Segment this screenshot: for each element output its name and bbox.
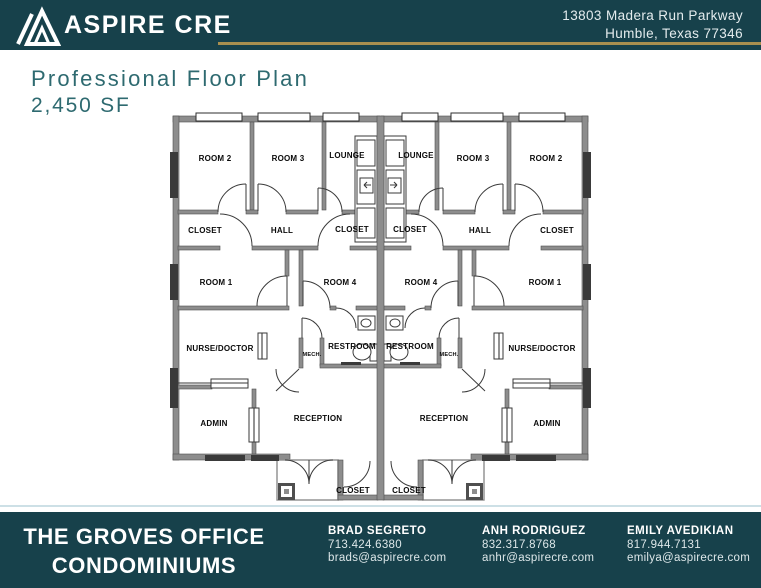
contact-name: BRAD SEGRETO	[328, 525, 427, 537]
page-title: Professional Floor Plan	[31, 66, 310, 91]
room-label: ROOM 1	[199, 278, 233, 287]
contact-card	[328, 525, 446, 566]
room-label: ROOM 4	[404, 278, 438, 287]
footer-separator	[0, 505, 761, 507]
room-label: CLOSET	[393, 225, 427, 234]
room-label: CLOSET	[392, 486, 426, 495]
room-label: ROOM 2	[198, 154, 232, 163]
square-footage: 2,450 SF	[31, 94, 131, 117]
room-label: RECEPTION	[293, 414, 343, 423]
room-label: HALL	[468, 226, 492, 235]
room-label: LOUNGE	[398, 151, 434, 160]
footer-bar	[0, 512, 761, 588]
room-label: HALL	[270, 226, 294, 235]
room-label: CLOSET	[540, 226, 574, 235]
contact-name: ANH RODRIGUEZ	[482, 525, 586, 537]
building-name-line1: THE GROVES OFFICE	[23, 524, 265, 549]
room-label: RECEPTION	[419, 414, 469, 423]
unit-right	[381, 113, 591, 500]
contact-card	[627, 525, 750, 566]
room-label: ROOM 3	[456, 154, 490, 163]
room-label: ROOM 2	[529, 154, 563, 163]
room-label: ROOM 3	[271, 154, 305, 163]
contact-name: EMILY AVEDIKIAN	[627, 525, 734, 537]
room-label: CLOSET	[188, 226, 222, 235]
contact-email: anhr@aspirecre.com	[482, 552, 595, 564]
room-label: LOUNGE	[329, 151, 365, 160]
room-label: CLOSET	[335, 225, 369, 234]
room-label: ROOM 4	[323, 278, 357, 287]
address-line2: Humble, Texas 77346	[605, 26, 743, 41]
building-name	[18, 522, 270, 580]
room-label: ADMIN	[200, 419, 228, 428]
contact-phone: 832.317.8768	[482, 538, 556, 551]
building-name-line2: CONDOMINIUMS	[51, 553, 237, 578]
room-label: RESTROOM	[386, 342, 434, 351]
contact-phone: 713.424.6380	[328, 538, 402, 551]
address-line1: 13803 Madera Run Parkway	[562, 8, 743, 23]
contact-card	[482, 525, 594, 566]
contact-phone: 817.944.7131	[627, 538, 701, 551]
room-label: MECH.	[302, 352, 322, 358]
brand-name: ASPIRE CRE	[64, 11, 232, 39]
room-label: ROOM 1	[528, 278, 562, 287]
room-label: CLOSET	[336, 486, 370, 495]
center-wall	[377, 116, 384, 500]
unit-left	[170, 113, 380, 500]
contact-email: brads@aspirecre.com	[328, 552, 447, 564]
room-label: RESTROOM	[328, 342, 376, 351]
room-label: ADMIN	[533, 419, 561, 428]
room-label: NURSE/DOCTOR	[186, 344, 254, 353]
room-label: MECH.	[439, 352, 459, 358]
contact-email: emilya@aspirecre.com	[627, 552, 751, 564]
room-label: NURSE/DOCTOR	[508, 344, 576, 353]
